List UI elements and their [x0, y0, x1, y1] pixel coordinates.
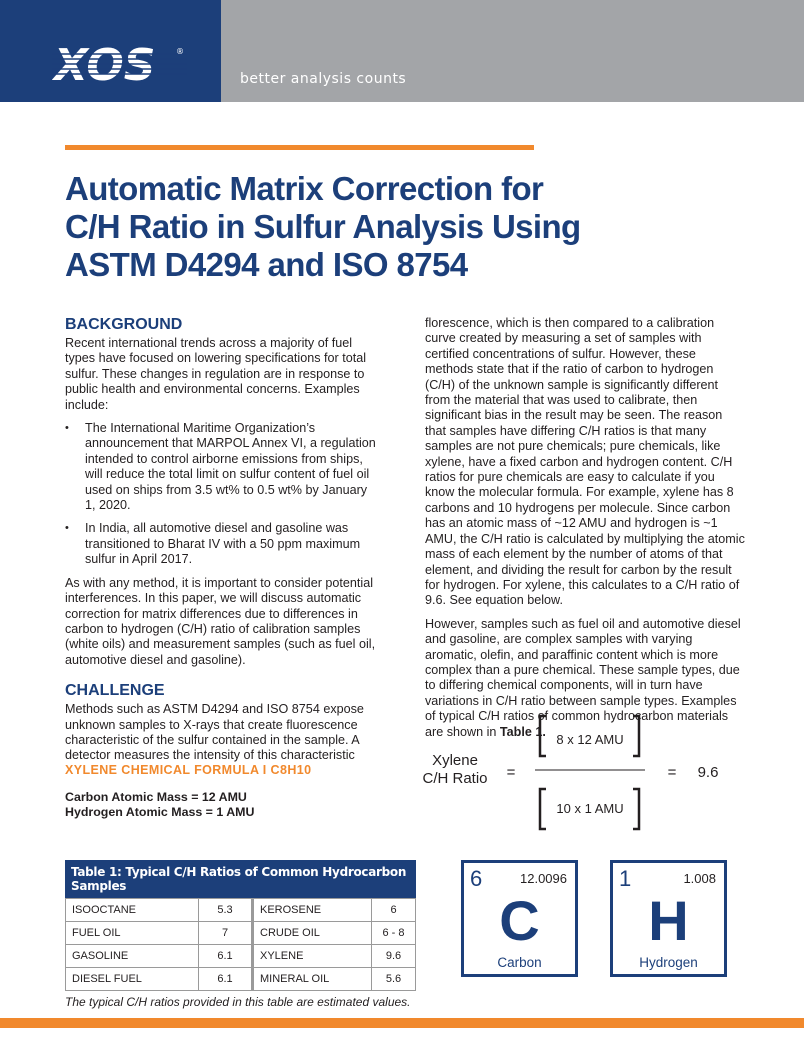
- right-paragraph-2-text: However, samples such as fuel oil and automotive diesel and gasoline, are complex samples with varying aromatic, olefin, and paraffinic content which is more complex than a pure chemical. These sample types, due to differing chemical components, will in turn have variations in C/H ratio between sample types. Examples of typical C/H ratios of common hydrocarbon materials are shown in: [425, 616, 741, 739]
- title-rule: [65, 145, 534, 150]
- left-column: [65, 316, 381, 764]
- element-mass: 12.0096: [520, 871, 567, 886]
- background-bullets: [65, 421, 381, 568]
- table-caption: Table 1: Typical C/H Ratios of Common Hydrocarbon Samples: [65, 860, 416, 898]
- xylene-formula-heading: XYLENE CHEMICAL FORMULA I C8H10: [65, 763, 312, 777]
- element-number: 1: [619, 866, 632, 891]
- title-line-3: ASTM D4294 and ISO 8754: [65, 246, 468, 283]
- challenge-heading: CHALLENGE: [65, 682, 165, 700]
- equation-equals-2: =: [667, 764, 677, 781]
- element-mass: 1.008: [683, 871, 716, 886]
- tagline: better analysis counts: [240, 71, 407, 87]
- equation-label-line-1: Xylene: [432, 752, 478, 769]
- carbon-element-tile: [461, 860, 578, 977]
- registered-mark: ®: [176, 47, 184, 56]
- ratio-table-container: [65, 860, 416, 991]
- table-cell: GASOLINE: [66, 945, 199, 968]
- table-note: The typical C/H ratios provided in this table are estimated values.: [65, 995, 411, 1009]
- equation-numerator: 8 x 12 AMU: [556, 732, 624, 747]
- footer-bar: [0, 1018, 804, 1028]
- xos-logo: [52, 42, 187, 87]
- logo-text: XOS: [54, 42, 156, 87]
- background-closing: As with any method, it is important to consider potential interferences. In this paper, we will discuss automatic correction for matrix differences due to differences in carbon to hydrogen (C/H) ratio of calibration samples (white oils) and measurement samples (such as fuel oil, automotive diesel and gasoline).: [65, 575, 376, 667]
- table-cell: 5.6: [372, 968, 416, 991]
- equation-label-line-2: C/H Ratio: [422, 770, 488, 787]
- table-cell: CRUDE OIL: [253, 922, 372, 945]
- element-symbol: H: [648, 889, 689, 952]
- table-cell: 6.1: [199, 968, 253, 991]
- table-cell: KEROSENE: [253, 899, 372, 922]
- right-paragraph-1: florescence, which is then compared to a calibration curve created by measuring a set of samples with certified concentrations of sulfur. However, these methods state that if the ratio of carbon to hydrogen (C/H) of the unknown sample is significantly different from the material that was used to calibrate, then significant bias in the result may be seen. The reason that samples have differing C/H ratios is that many samples are not pure chemicals; pure chemicals, like xylene, have a fixed carbon and hydrogen content. C/H ratios for pure chemicals are easy to calculate if you know the molecular formula. For example, xylene has 8 carbons and 10 hydrogens per molecule. Since carbon has an atomic mass of ~12 AMU and hydrogen is ~1 AMU, the C/H ratio is calculated by multiplying the atomic mass of each element by the number of atoms of that element, and dividing the result for carbon by the result for hydrogen. For xylene, this calculates to a C/H ratio of 9.6. See equation below.: [425, 316, 745, 608]
- background-intro: Recent international trends across a majority of fuel types have focused on lowering specifications for total sulfur. These changes in regulation are in response to public health and environmental concerns. Examples include:: [65, 336, 367, 412]
- table-cell: FUEL OIL: [66, 922, 199, 945]
- equation-denominator: 10 x 1 AMU: [556, 801, 624, 816]
- element-number: 6: [470, 866, 483, 891]
- challenge-text: Methods such as ASTM D4294 and ISO 8754 expose unknown samples to X-rays that create fluorescence characteristic of the sulfur contained in the sample. A detector measures the intensity of this characteristic: [65, 702, 364, 763]
- table-row: [66, 899, 416, 922]
- title-line-2: C/H Ratio in Sulfur Analysis Using: [65, 208, 581, 245]
- equation-equals-1: =: [506, 764, 516, 781]
- element-name: Hydrogen: [639, 955, 698, 970]
- background-heading: BACKGROUND: [65, 316, 183, 333]
- table-cell: ISOOCTANE: [66, 899, 199, 922]
- page-title: [65, 170, 625, 284]
- ratio-table: [65, 860, 416, 991]
- table-cell: 5.3: [199, 899, 253, 922]
- bullet-item: • In India, all automotive diesel and gasoline was transitioned to Bharat IV with a 50 ppm maximum sulfur in April 2017.: [65, 521, 381, 567]
- hydrogen-atomic-mass: Hydrogen Atomic Mass = 1 AMU: [65, 805, 255, 819]
- element-symbol: C: [499, 889, 540, 952]
- header-brand-panel: [0, 0, 221, 102]
- table-cell: XYLENE: [253, 945, 372, 968]
- table-reference: Table 1.: [499, 724, 546, 739]
- table-cell: 9.6: [372, 945, 416, 968]
- table-cell: 6 - 8: [372, 922, 416, 945]
- table-row: [66, 945, 416, 968]
- title-line-1: Automatic Matrix Correction for: [65, 170, 544, 207]
- table-cell: 6: [372, 899, 416, 922]
- xylene-ratio-equation: [410, 712, 750, 837]
- table-cell: 7: [199, 922, 253, 945]
- element-name: Carbon: [497, 955, 542, 970]
- hydrogen-element-tile: [610, 860, 727, 977]
- table-cell: DIESEL FUEL: [66, 968, 199, 991]
- table-cell: MINERAL OIL: [253, 968, 372, 991]
- bullet-item: • The International Maritime Organization’s announcement that MARPOL Annex VI, a regulation intended to control airborne emissions from ships, will reduce the total limit on sulfur content of fuel oil used on ships from 3.5 wt% to 0.5 wt% by January 1, 2020.: [65, 421, 381, 513]
- table-row: [66, 922, 416, 945]
- equation-result: 9.6: [697, 764, 719, 781]
- table-cell: 6.1: [199, 945, 253, 968]
- right-column: [425, 316, 745, 740]
- table-row: [66, 968, 416, 991]
- carbon-atomic-mass: Carbon Atomic Mass = 12 AMU: [65, 790, 247, 804]
